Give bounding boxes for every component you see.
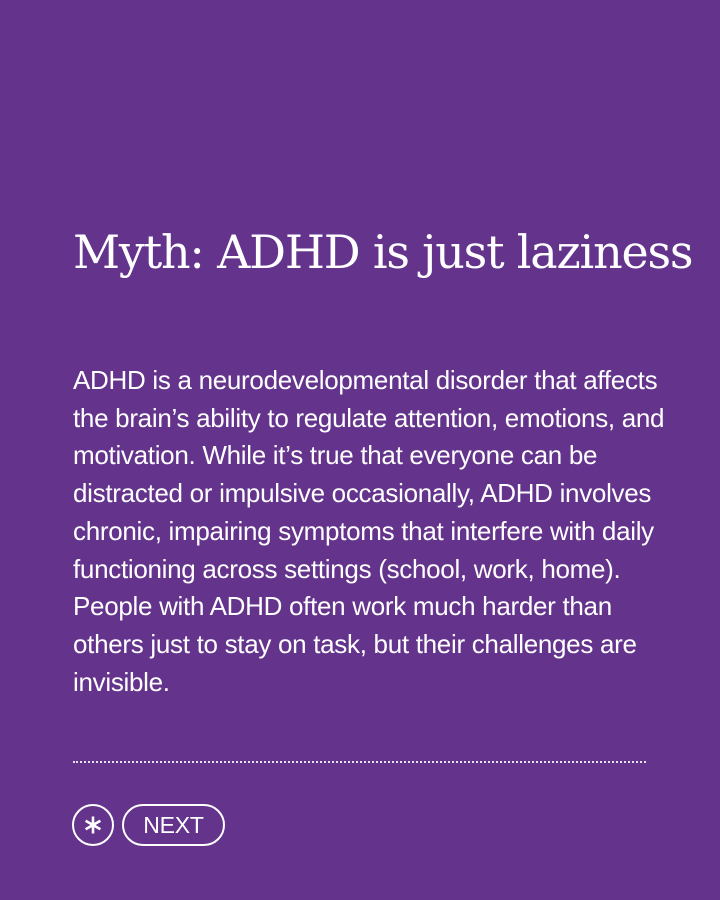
next-button[interactable]: NEXT [122,804,225,846]
slide-body-text: ADHD is a neurodevelopmental disorder that affects the brain’s ability to regulate attention, emotions, and motivation. While it’s true that everyone can be distracted or impulsive occasionally, ADHD involves chronic, impairing symptoms that interfere with daily functioning across settings (school, work, home). People with ADHD often work much harder than others just to stay on task, but their challenges are invisible. [73,365,665,697]
slide-title: Myth: ADHD is just laziness [73,225,693,279]
dotted-divider [73,761,646,763]
asterisk-icon [83,815,103,835]
asterisk-button[interactable] [72,804,114,846]
